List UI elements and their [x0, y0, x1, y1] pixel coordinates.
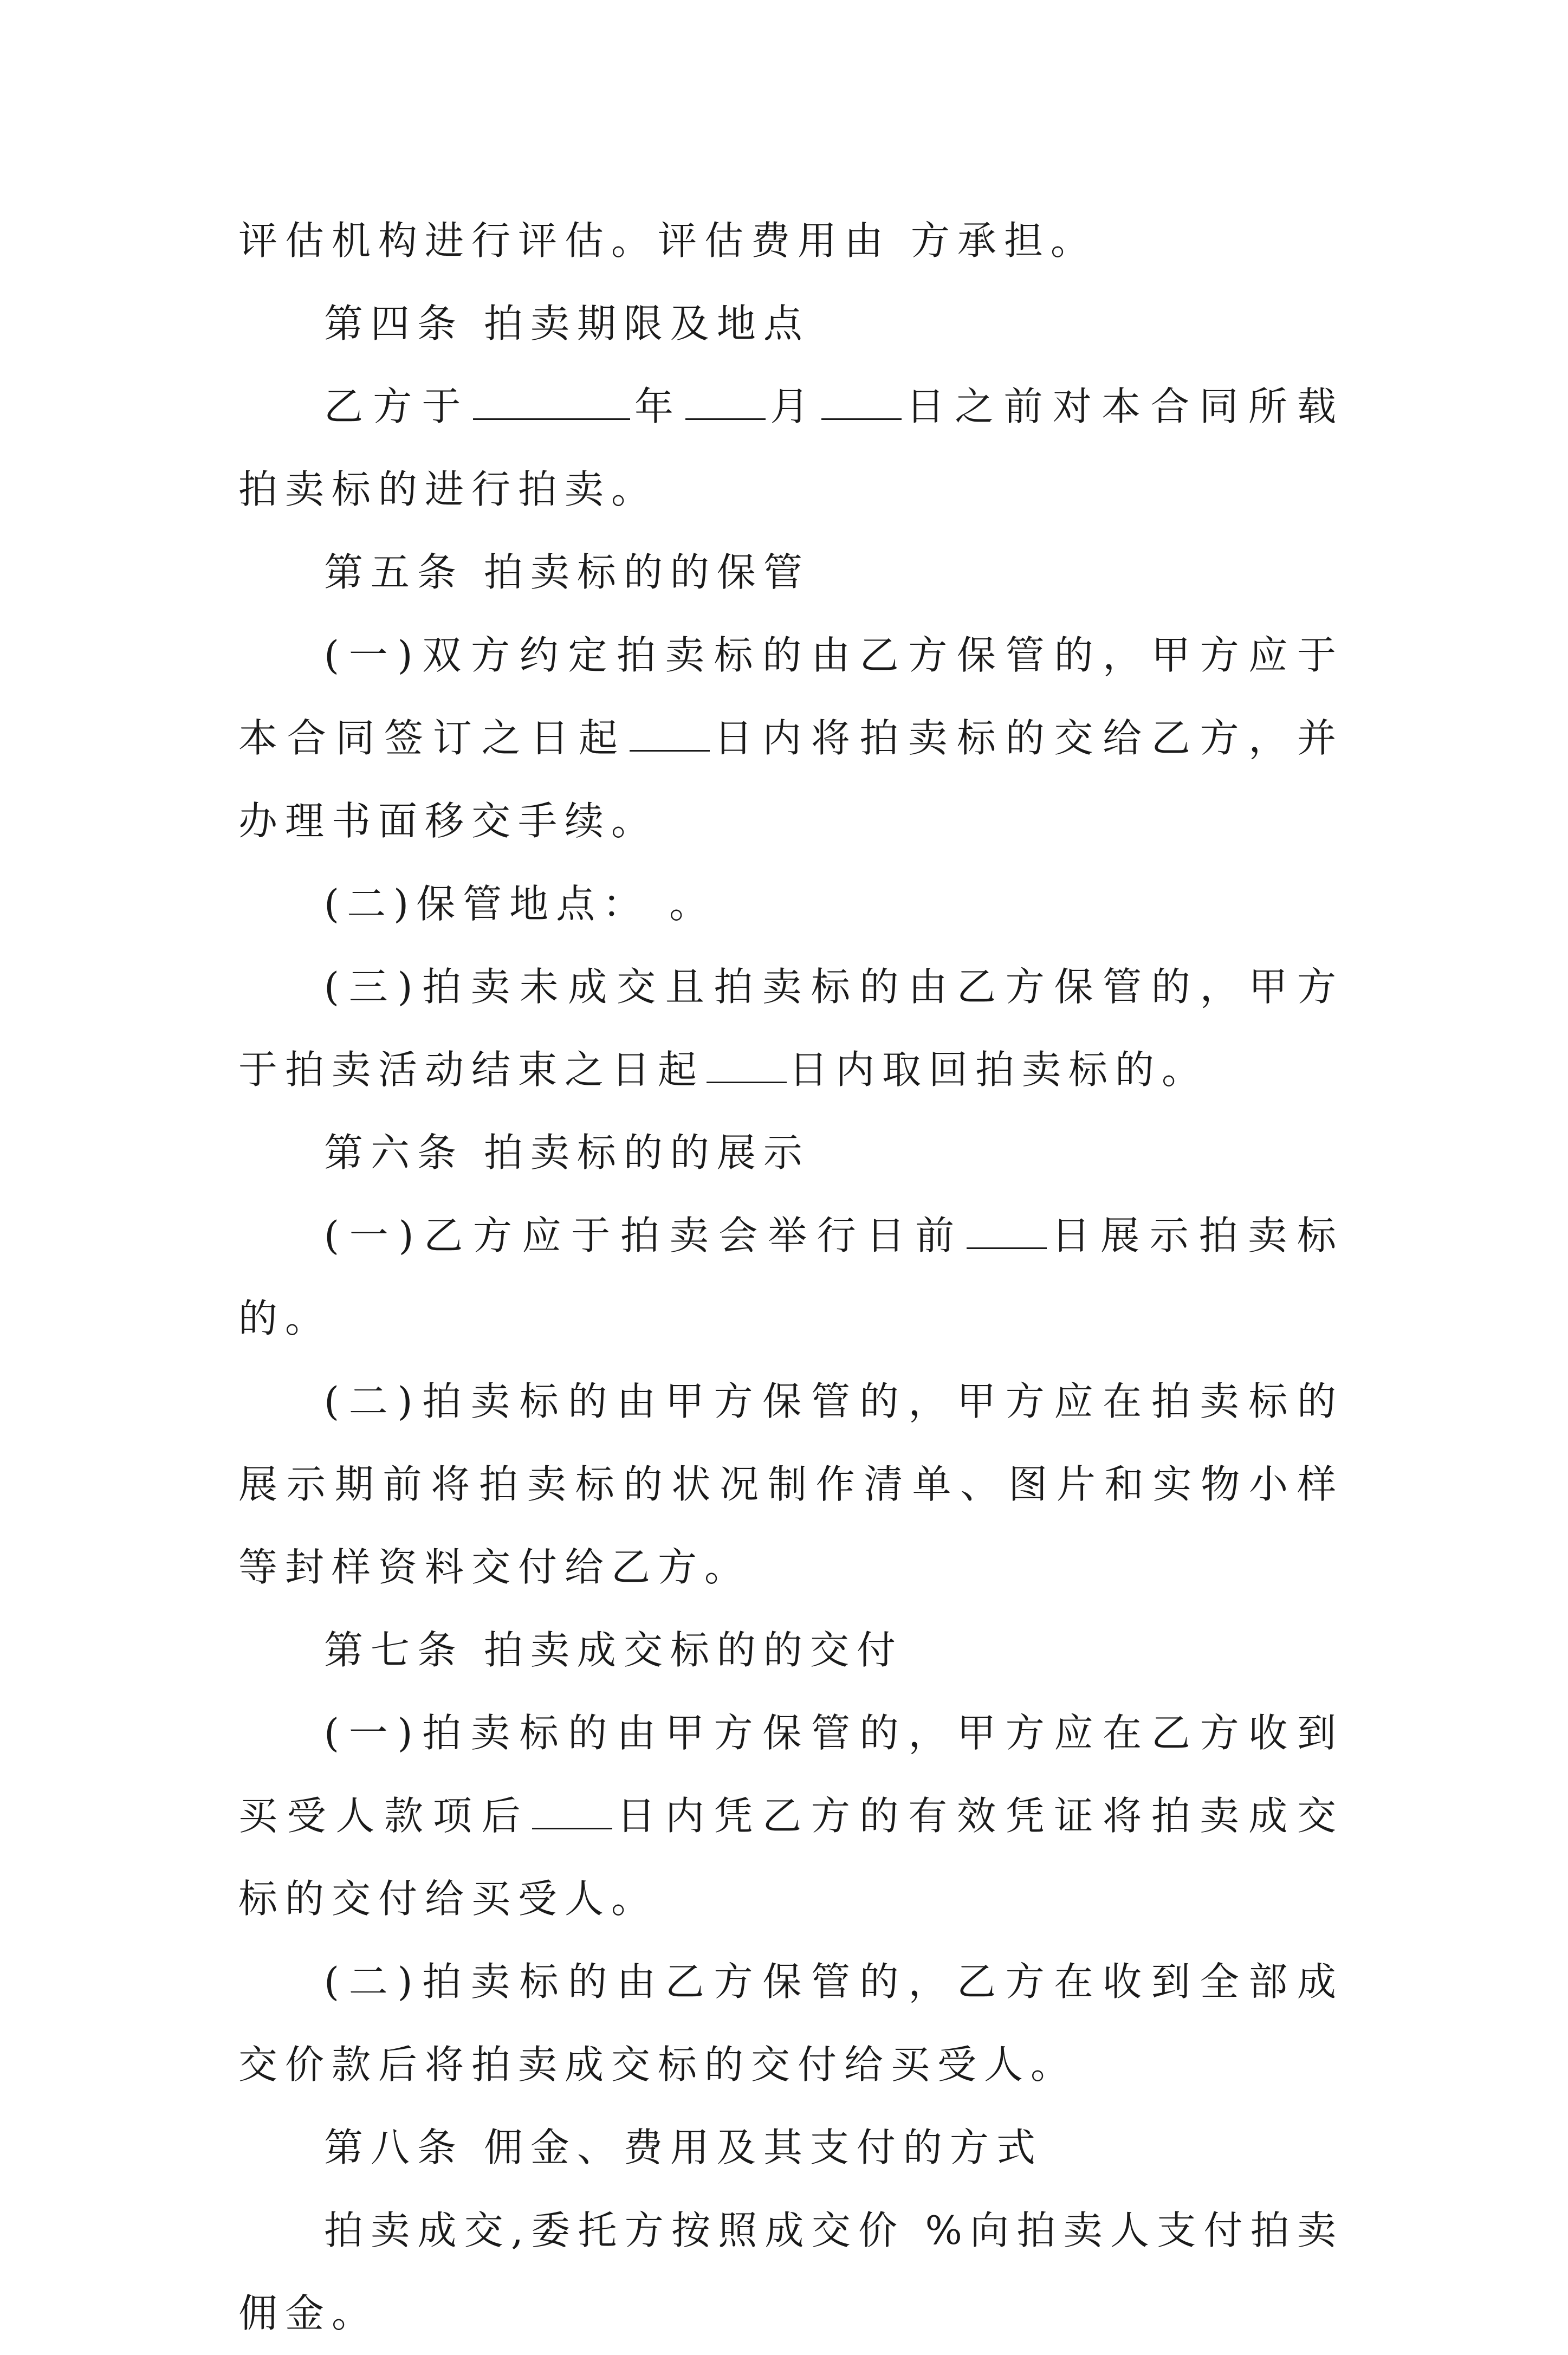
blank-days-field: [707, 1050, 787, 1083]
text-segment: 日内取回拍卖标的。: [789, 1047, 1209, 1092]
paragraph-5-1: [238, 614, 1344, 863]
paragraph-7-1: [238, 1692, 1344, 1940]
blank-days-field: [967, 1216, 1047, 1249]
paragraph-appraisal-fee: 评估机构进行评估。评估费用由 方承担。: [238, 218, 1097, 263]
text-segment: 月: [768, 384, 819, 429]
text-segment: 日内凭乙方的有效凭证将拍卖成交标的交付给买受人。: [238, 1793, 1344, 1921]
paragraph-6-2: (二)拍卖标的由甲方保管的，甲方应在拍卖标的展示期前将拍卖标的状况制作清单、图片和实物小样等封样资料交付给乙方。: [238, 1379, 1344, 1590]
text-segment: (一)乙方应于拍卖会举行日前: [324, 1213, 964, 1258]
text-segment: (一)拍卖标的由甲方保管的，甲方应在乙方收到买受人款项后: [238, 1710, 1344, 1839]
paragraph-auction-period: [238, 365, 1344, 531]
contract-body: [238, 199, 1344, 2355]
article-5-heading: 第五条 拍卖标的的保管: [324, 549, 810, 595]
article-8-heading: 第八条 佣金、费用及其支付的方式: [324, 2125, 1043, 2170]
blank-day-field: [821, 387, 902, 420]
text-segment: 乙方于: [324, 384, 471, 429]
text-segment: (一)双方约定拍卖标的由乙方保管的，甲方应于本合同签订之日起: [238, 632, 1344, 761]
text-segment: (三)拍卖未成交且拍卖标的由乙方保管的，甲方于拍卖活动结束之日起: [238, 964, 1344, 1092]
paragraph-6-1: [238, 1194, 1344, 1360]
text-segment: 日之前对本合同所载拍卖标的进行拍卖。: [238, 384, 1344, 512]
paragraph-5-2: (二)保管地点： 。: [324, 881, 716, 927]
blank-year-field: [473, 387, 630, 420]
article-6-heading: 第六条 拍卖标的的展示: [324, 1130, 810, 1175]
text-segment: 日展示拍卖标的。: [238, 1213, 1344, 1341]
blank-days-field: [630, 719, 710, 752]
blank-days-field: [532, 1796, 612, 1829]
text-segment: 日内将拍卖标的交给乙方，并办理书面移交手续。: [238, 715, 1344, 844]
article-4-heading: 第四条 拍卖期限及地点: [324, 301, 810, 346]
paragraph-commission: 拍卖成交,委托方按照成交价 %向拍卖人支付拍卖佣金。: [238, 2208, 1344, 2336]
blank-month-field: [685, 387, 766, 420]
paragraph-5-3: [238, 946, 1344, 1111]
paragraph-7-2: (二)拍卖标的由乙方保管的，乙方在收到全部成交价款后将拍卖成交标的交付给买受人。: [238, 1959, 1344, 2087]
text-segment: 年: [632, 384, 684, 429]
article-7-heading: 第七条 拍卖成交标的的交付: [324, 1627, 903, 1673]
